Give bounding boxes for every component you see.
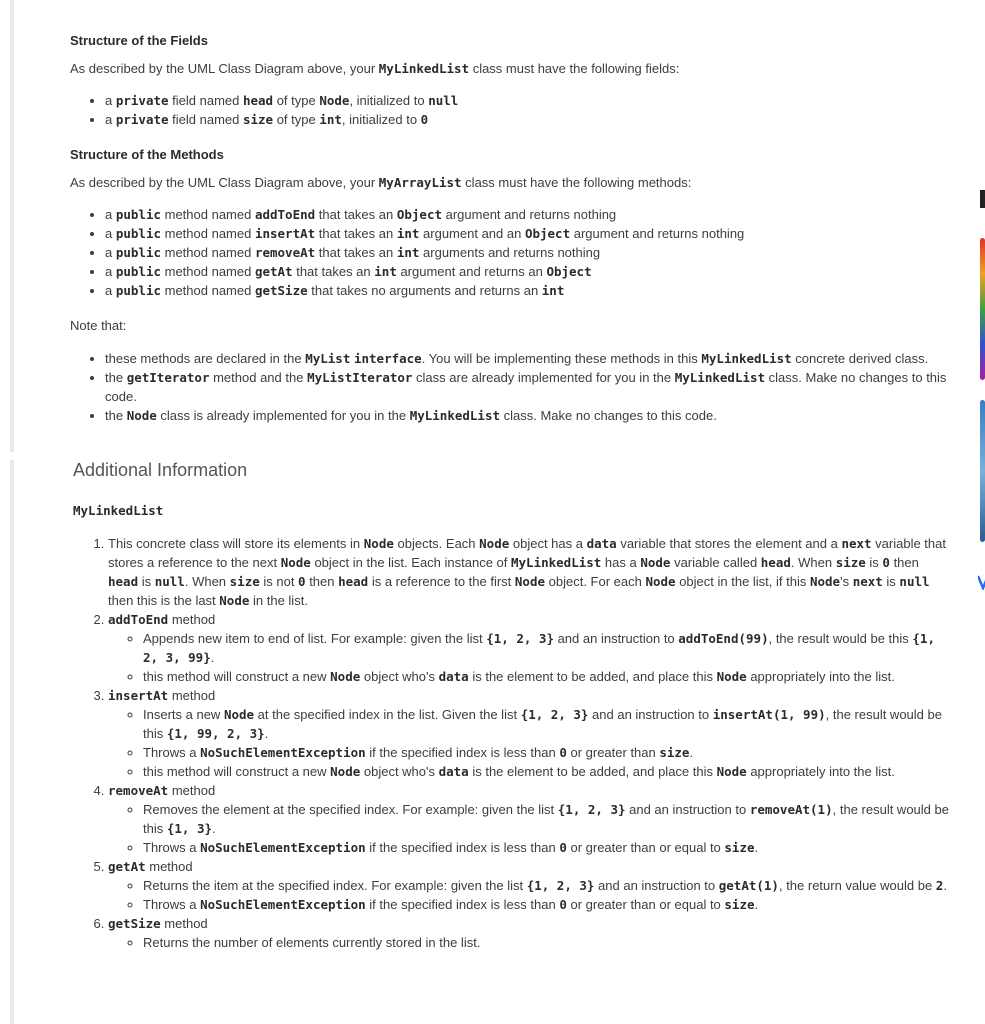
code-token: head <box>242 93 274 108</box>
code-token: int <box>396 245 420 260</box>
text-run: is the element to be added, and place this <box>468 764 717 779</box>
code-token: MyLinkedList <box>409 408 501 423</box>
code-token: NoSuchElementException <box>200 745 366 760</box>
code-token: removeAt(1) <box>749 802 833 817</box>
code-token: MyLinkedList <box>378 61 470 76</box>
text-run: method <box>168 612 216 627</box>
right-panel-thumbnail-1[interactable] <box>980 238 985 380</box>
text-run: . <box>943 878 947 893</box>
method-details-list <box>70 534 950 952</box>
text-run: , the result would be this <box>143 802 949 836</box>
code-token: Node <box>319 93 350 108</box>
code-token: 0 <box>882 555 890 570</box>
code-token: Node <box>716 764 747 779</box>
text-run: object who's <box>360 764 439 779</box>
code-token: Object <box>546 264 592 279</box>
code-token: getSize <box>108 916 161 931</box>
text-run: then <box>889 555 919 570</box>
method-detail-item <box>108 534 950 610</box>
text-run: and an instruction to <box>588 707 713 722</box>
text-run: Removes the element at the specified index. For example: given the list <box>143 802 558 817</box>
code-token: insertAt <box>108 688 169 703</box>
code-token: next <box>841 536 872 551</box>
code-token: Node <box>716 669 747 684</box>
text-run: a <box>105 226 116 241</box>
code-token: private <box>115 112 169 127</box>
text-run: , initialized to <box>341 112 421 127</box>
method-detail-item <box>108 686 950 781</box>
text-run: object. For each <box>545 574 646 589</box>
method-detail-item <box>108 914 950 952</box>
text-run: the <box>105 408 127 423</box>
text-run: a <box>105 93 116 108</box>
text-run: class are already implemented for you in the <box>412 370 675 385</box>
code-token: Node <box>223 707 255 722</box>
code-token: MyArrayList <box>378 175 462 190</box>
fields-list <box>70 91 458 129</box>
code-token: 0 <box>559 897 567 912</box>
text-run: method and the <box>209 370 308 385</box>
text-run: then this is the last <box>108 593 220 608</box>
right-panel-thumbnail-2[interactable] <box>980 400 985 542</box>
code-token: data <box>586 536 617 551</box>
code-token: Node <box>645 574 676 589</box>
list-item <box>105 224 744 243</box>
text-run: is <box>865 555 883 570</box>
method-detail-subitem <box>143 762 950 781</box>
code-token: int <box>319 112 342 127</box>
code-token: removeAt <box>108 783 169 798</box>
list-item <box>105 281 744 300</box>
code-token: private <box>115 93 169 108</box>
code-token: int <box>374 264 397 279</box>
text-run: argument and returns an <box>396 264 547 279</box>
class-subtitle: MyLinkedList <box>73 503 164 518</box>
text-run: argument and returns nothing <box>442 207 617 222</box>
text-run: variable that stores the element and a <box>616 536 842 551</box>
code-token: head <box>760 555 791 570</box>
text-run: if the specified index is less than <box>365 897 560 912</box>
text-run: , initialized to <box>349 93 429 108</box>
code-token: int <box>396 226 420 241</box>
code-token: size <box>242 112 274 127</box>
text-run: . <box>264 726 269 741</box>
code-token: Object <box>396 207 442 222</box>
text-run: object in the list. Each instance of <box>310 555 511 570</box>
code-token: Node <box>640 555 671 570</box>
code-token: {1, 2, 3} <box>520 707 589 722</box>
note-label: Note that: <box>70 318 127 333</box>
code-token: null <box>154 574 185 589</box>
text-run: if the specified index is less than <box>365 745 560 760</box>
text-run: Appends new item to end of list. For example: given the list <box>143 631 487 646</box>
text-run: of type <box>273 93 320 108</box>
text-run: . <box>210 650 215 665</box>
text-run: a <box>105 207 116 222</box>
code-token: MyListIterator <box>307 370 413 385</box>
text-run: Throws a <box>143 897 201 912</box>
text-run: variable called <box>670 555 761 570</box>
code-token: null <box>899 574 930 589</box>
text-run: or greater than or equal to <box>566 897 725 912</box>
method-detail-sublist <box>108 876 950 914</box>
code-token: size <box>724 897 755 912</box>
code-token: 0 <box>559 745 567 760</box>
method-detail-sublist <box>108 933 950 952</box>
text-run: a <box>105 112 116 127</box>
code-token: next <box>852 574 883 589</box>
list-item <box>105 243 744 262</box>
left-scroll-rail-bottom <box>10 460 14 1024</box>
code-token: insertAt(1, 99) <box>712 707 826 722</box>
code-token: size <box>724 840 755 855</box>
text-run: object has a <box>509 536 587 551</box>
text-run: , the return value would be <box>778 878 936 893</box>
code-token: addToEnd <box>254 207 316 222</box>
text-run: method <box>168 688 216 703</box>
text-run: then <box>305 574 339 589</box>
text-run: a <box>105 245 116 260</box>
text-run: the <box>105 370 127 385</box>
note-list <box>70 349 955 425</box>
fields-heading: Structure of the Fields <box>70 33 208 48</box>
text-run: . <box>689 745 694 760</box>
code-token: NoSuchElementException <box>200 840 366 855</box>
code-token: {1, 3} <box>166 821 212 836</box>
code-token: NoSuchElementException <box>200 897 366 912</box>
text-run: 's <box>840 574 853 589</box>
code-token: addToEnd(99) <box>678 631 769 646</box>
code-token: getAt(1) <box>718 878 779 893</box>
text-run: Throws a <box>143 745 201 760</box>
code-token: data <box>438 669 469 684</box>
code-token: {1, 2, 3} <box>557 802 626 817</box>
code-token: Node <box>126 408 157 423</box>
method-detail-subitem <box>143 800 950 838</box>
text-run: class must have the following methods: <box>461 175 692 190</box>
text-run: or greater than <box>566 745 660 760</box>
method-detail-subitem <box>143 933 950 952</box>
code-token: Node <box>363 536 394 551</box>
text-run: at the specified index in the list. Given the list <box>254 707 521 722</box>
text-run: variable that stores a reference to the next <box>108 536 946 570</box>
text-run: class is already implemented for you in the <box>156 408 410 423</box>
code-token: public <box>115 226 161 241</box>
text-run: As described by the UML Class Diagram above, your <box>70 175 379 190</box>
method-detail-subitem <box>143 838 950 857</box>
code-token: Node <box>479 536 510 551</box>
text-run: this method will construct a new <box>143 764 331 779</box>
code-token: 0 <box>559 840 567 855</box>
code-token: MyLinkedList <box>511 555 602 570</box>
code-token: public <box>115 283 161 298</box>
code-token: null <box>428 93 459 108</box>
code-token: {1, 99, 2, 3} <box>166 726 265 741</box>
code-token: MyList <box>305 351 351 366</box>
code-token: size <box>229 574 260 589</box>
left-scroll-rail-top <box>10 0 14 452</box>
method-detail-sublist <box>108 800 950 857</box>
code-token: interface <box>353 351 422 366</box>
method-detail-subitem <box>143 876 950 895</box>
code-token: {1, 2, 3} <box>486 631 554 646</box>
text-run: this method will construct a new <box>143 669 331 684</box>
text-run: appropriately into the list. <box>746 764 895 779</box>
text-run: object who's <box>360 669 439 684</box>
text-run: . <box>754 840 759 855</box>
text-run: This concrete class will store its elements in <box>108 536 364 551</box>
list-item <box>105 205 744 224</box>
text-run: and an instruction to <box>594 878 719 893</box>
text-run: . When <box>184 574 230 589</box>
code-token: public <box>115 245 161 260</box>
list-item <box>105 110 458 129</box>
method-detail-subitem <box>143 743 950 762</box>
text-run: , the result would be this <box>143 707 942 741</box>
text-run: method named <box>161 226 255 241</box>
list-item <box>105 406 955 425</box>
code-token: {1, 2, 3} <box>526 878 595 893</box>
methods-list <box>70 205 744 300</box>
methods-heading: Structure of the Methods <box>70 147 224 162</box>
text-run: method <box>160 916 208 931</box>
code-token: MyLinkedList <box>701 351 792 366</box>
text-run: method named <box>161 245 255 260</box>
text-run: has a <box>601 555 641 570</box>
list-item <box>105 262 744 281</box>
method-detail-item <box>108 610 950 686</box>
text-run: a <box>105 264 116 279</box>
code-token: head <box>108 574 139 589</box>
text-run: these methods are declared in the <box>105 351 306 366</box>
code-token: insertAt <box>254 226 316 241</box>
text-run: field named <box>168 112 243 127</box>
method-detail-item <box>108 781 950 857</box>
code-token: size <box>835 555 866 570</box>
code-token: public <box>115 264 161 279</box>
method-detail-item <box>108 857 950 914</box>
list-item <box>105 368 955 406</box>
text-run: appropriately into the list. <box>746 669 895 684</box>
code-token: getAt <box>108 859 146 874</box>
text-run: and an instruction to <box>625 802 750 817</box>
text-run: method <box>145 859 193 874</box>
code-token: MyLinkedList <box>674 370 766 385</box>
code-token: getSize <box>254 283 308 298</box>
code-token: Node <box>219 593 250 608</box>
text-run: concrete derived class. <box>791 351 929 366</box>
text-run: a <box>105 283 116 298</box>
text-run: arguments and returns nothing <box>419 245 601 260</box>
text-run: that takes an <box>292 264 375 279</box>
method-detail-sublist <box>108 705 950 781</box>
text-run: that takes an <box>315 226 397 241</box>
text-run: method named <box>161 264 255 279</box>
text-run: or greater than or equal to <box>566 840 725 855</box>
text-run: class must have the following fields: <box>469 61 680 76</box>
text-run: argument and returns nothing <box>570 226 745 241</box>
code-token: public <box>115 207 161 222</box>
text-run: method named <box>161 207 255 222</box>
text-run: argument and an <box>419 226 525 241</box>
text-run: is the element to be added, and place this <box>468 669 717 684</box>
text-run: and an instruction to <box>553 631 679 646</box>
text-run: is a reference to the first <box>368 574 515 589</box>
text-run: objects. Each <box>393 536 480 551</box>
code-token: data <box>438 764 469 779</box>
text-run: Inserts a new <box>143 707 224 722</box>
code-token: 0 <box>298 574 306 589</box>
text-run: class. Make no changes to this code. <box>105 370 947 404</box>
code-token: int <box>541 283 565 298</box>
code-token: Node <box>330 764 361 779</box>
code-token: addToEnd <box>108 612 169 627</box>
code-token: head <box>338 574 369 589</box>
code-token: Node <box>809 574 841 589</box>
text-run: is not <box>259 574 299 589</box>
right-panel-heading-fragment <box>980 190 985 208</box>
text-run: if the specified index is less than <box>365 840 560 855</box>
text-run: object in the list, if this <box>675 574 810 589</box>
text-run: is <box>138 574 155 589</box>
text-run: . You will be implementing these methods in this <box>421 351 702 366</box>
text-run: method named <box>161 283 255 298</box>
text-run: Returns the number of elements currently stored in the list. <box>143 935 481 950</box>
text-run: . When <box>790 555 836 570</box>
code-token: removeAt <box>254 245 316 260</box>
method-detail-subitem <box>143 705 950 743</box>
text-run: of type <box>273 112 320 127</box>
text-run: field named <box>168 93 243 108</box>
text-run: class. Make no changes to this code. <box>500 408 717 423</box>
right-panel-link-fragment[interactable] <box>978 574 985 590</box>
code-token: Node <box>280 555 311 570</box>
text-run: that takes no arguments and returns an <box>307 283 542 298</box>
code-token: getAt <box>254 264 293 279</box>
text-run: that takes an <box>315 245 397 260</box>
method-detail-subitem <box>143 629 950 667</box>
text-run: Throws a <box>143 840 201 855</box>
code-token: {1, 2, 3, 99} <box>143 631 935 665</box>
text-run: is <box>882 574 900 589</box>
text-run: method <box>168 783 216 798</box>
text-run: in the list. <box>249 593 308 608</box>
code-token: Node <box>330 669 361 684</box>
code-token: getIterator <box>126 370 210 385</box>
text-run: . <box>754 897 759 912</box>
text-run: As described by the UML Class Diagram above, your <box>70 61 379 76</box>
code-token: 0 <box>420 112 429 127</box>
list-item <box>105 349 955 368</box>
code-token: Object <box>524 226 571 241</box>
methods-intro <box>70 173 691 192</box>
text-run: Returns the item at the specified index. For example: given the list <box>143 878 527 893</box>
code-token: 2 <box>935 878 944 893</box>
method-detail-sublist <box>108 629 950 686</box>
text-run: . <box>212 821 216 836</box>
fields-intro <box>70 59 679 78</box>
method-detail-subitem <box>143 895 950 914</box>
additional-info-heading: Additional Information <box>73 460 248 480</box>
code-token: Node <box>514 574 546 589</box>
text-run: , the result would be this <box>768 631 913 646</box>
list-item <box>105 91 458 110</box>
method-detail-subitem <box>143 667 950 686</box>
code-token: size <box>659 745 690 760</box>
text-run: that takes an <box>315 207 397 222</box>
